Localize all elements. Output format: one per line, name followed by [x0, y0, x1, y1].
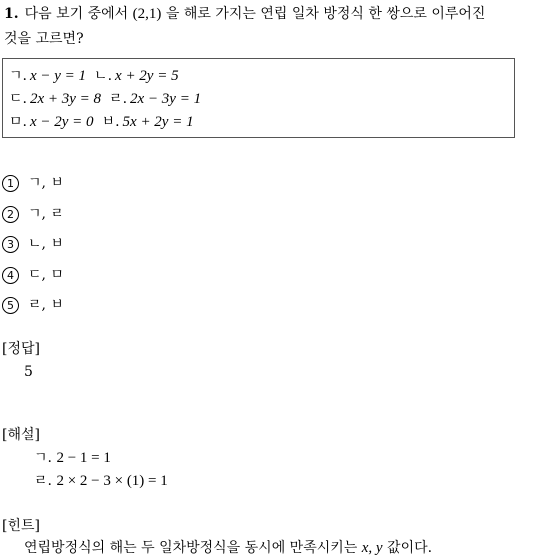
- choice-2[interactable]: [2, 203, 64, 225]
- choice-number-circle: 3: [2, 236, 19, 253]
- explanation-prefix: ㄱ.: [34, 450, 52, 466]
- choice-text: ㄴ, ㅂ: [28, 236, 64, 252]
- choice-number-circle: 1: [2, 175, 19, 192]
- equation: 2x + 3y = 8: [29, 91, 102, 107]
- hint-vars: x, y: [361, 540, 383, 556]
- equation-label: ㅂ.: [101, 114, 120, 130]
- equation: x − y = 1: [29, 68, 87, 84]
- hint-text-before: 연립방정식의 해는 두 일차방정식을 동시에 만족시키는: [24, 540, 362, 556]
- explanation-prefix: ㄹ.: [34, 473, 52, 489]
- equation-row: [9, 66, 179, 86]
- equation-row: [9, 89, 201, 109]
- question-text: [4, 2, 524, 52]
- choice-text: ㄷ, ㅁ: [28, 267, 64, 283]
- equation-label: ㄹ.: [109, 91, 128, 107]
- choice-text: ㄱ, ㅂ: [28, 175, 64, 191]
- question-point: (2,1): [132, 6, 162, 22]
- choice-text: ㄱ, ㄹ: [28, 206, 64, 222]
- choice-4[interactable]: [2, 264, 64, 286]
- equation-label: ㅁ.: [9, 114, 27, 130]
- question-number: 1.: [4, 6, 19, 22]
- choice-1[interactable]: [2, 172, 64, 194]
- choice-number-circle: 4: [2, 267, 19, 284]
- equation-label: ㄴ.: [94, 68, 113, 84]
- explanation-expr: 2 − 1 = 1: [56, 450, 111, 466]
- choice-number-circle: 2: [2, 206, 19, 223]
- equation-box: [2, 58, 515, 138]
- explanation-line: [34, 447, 111, 469]
- equation: 2x − 3y = 1: [130, 91, 202, 107]
- choice-5[interactable]: [2, 294, 64, 316]
- equation: x − 2y = 0: [29, 114, 94, 130]
- equation: x + 2y = 5: [115, 68, 179, 84]
- explanation-line: [34, 470, 168, 492]
- choice-text: ㄹ, ㅂ: [28, 297, 64, 313]
- question-text-line2: 것을 고르면?: [4, 31, 84, 47]
- hint-label: [힌트]: [2, 518, 40, 534]
- question-text-after: 을 해로 가지는 연립 일차 방정식 한 쌍으로 이루어진: [161, 6, 486, 22]
- hint-text-after: 값이다.: [382, 540, 433, 556]
- explanation-expr: 2 × 2 − 3 × (1) = 1: [56, 473, 168, 489]
- answer-label: [정답]: [2, 341, 40, 357]
- equation: 5x + 2y = 1: [122, 114, 194, 130]
- equation-row: [9, 112, 194, 132]
- explanation-label: [해설]: [2, 427, 40, 443]
- answer-value: 5: [24, 364, 33, 380]
- equation-label: ㄱ.: [9, 68, 27, 84]
- question-text-before: 다음 보기 중에서: [24, 6, 133, 22]
- equation-label: ㄷ.: [9, 91, 27, 107]
- choice-number-circle: 5: [2, 297, 19, 314]
- hint-text: [24, 537, 432, 559]
- choice-3[interactable]: [2, 233, 64, 255]
